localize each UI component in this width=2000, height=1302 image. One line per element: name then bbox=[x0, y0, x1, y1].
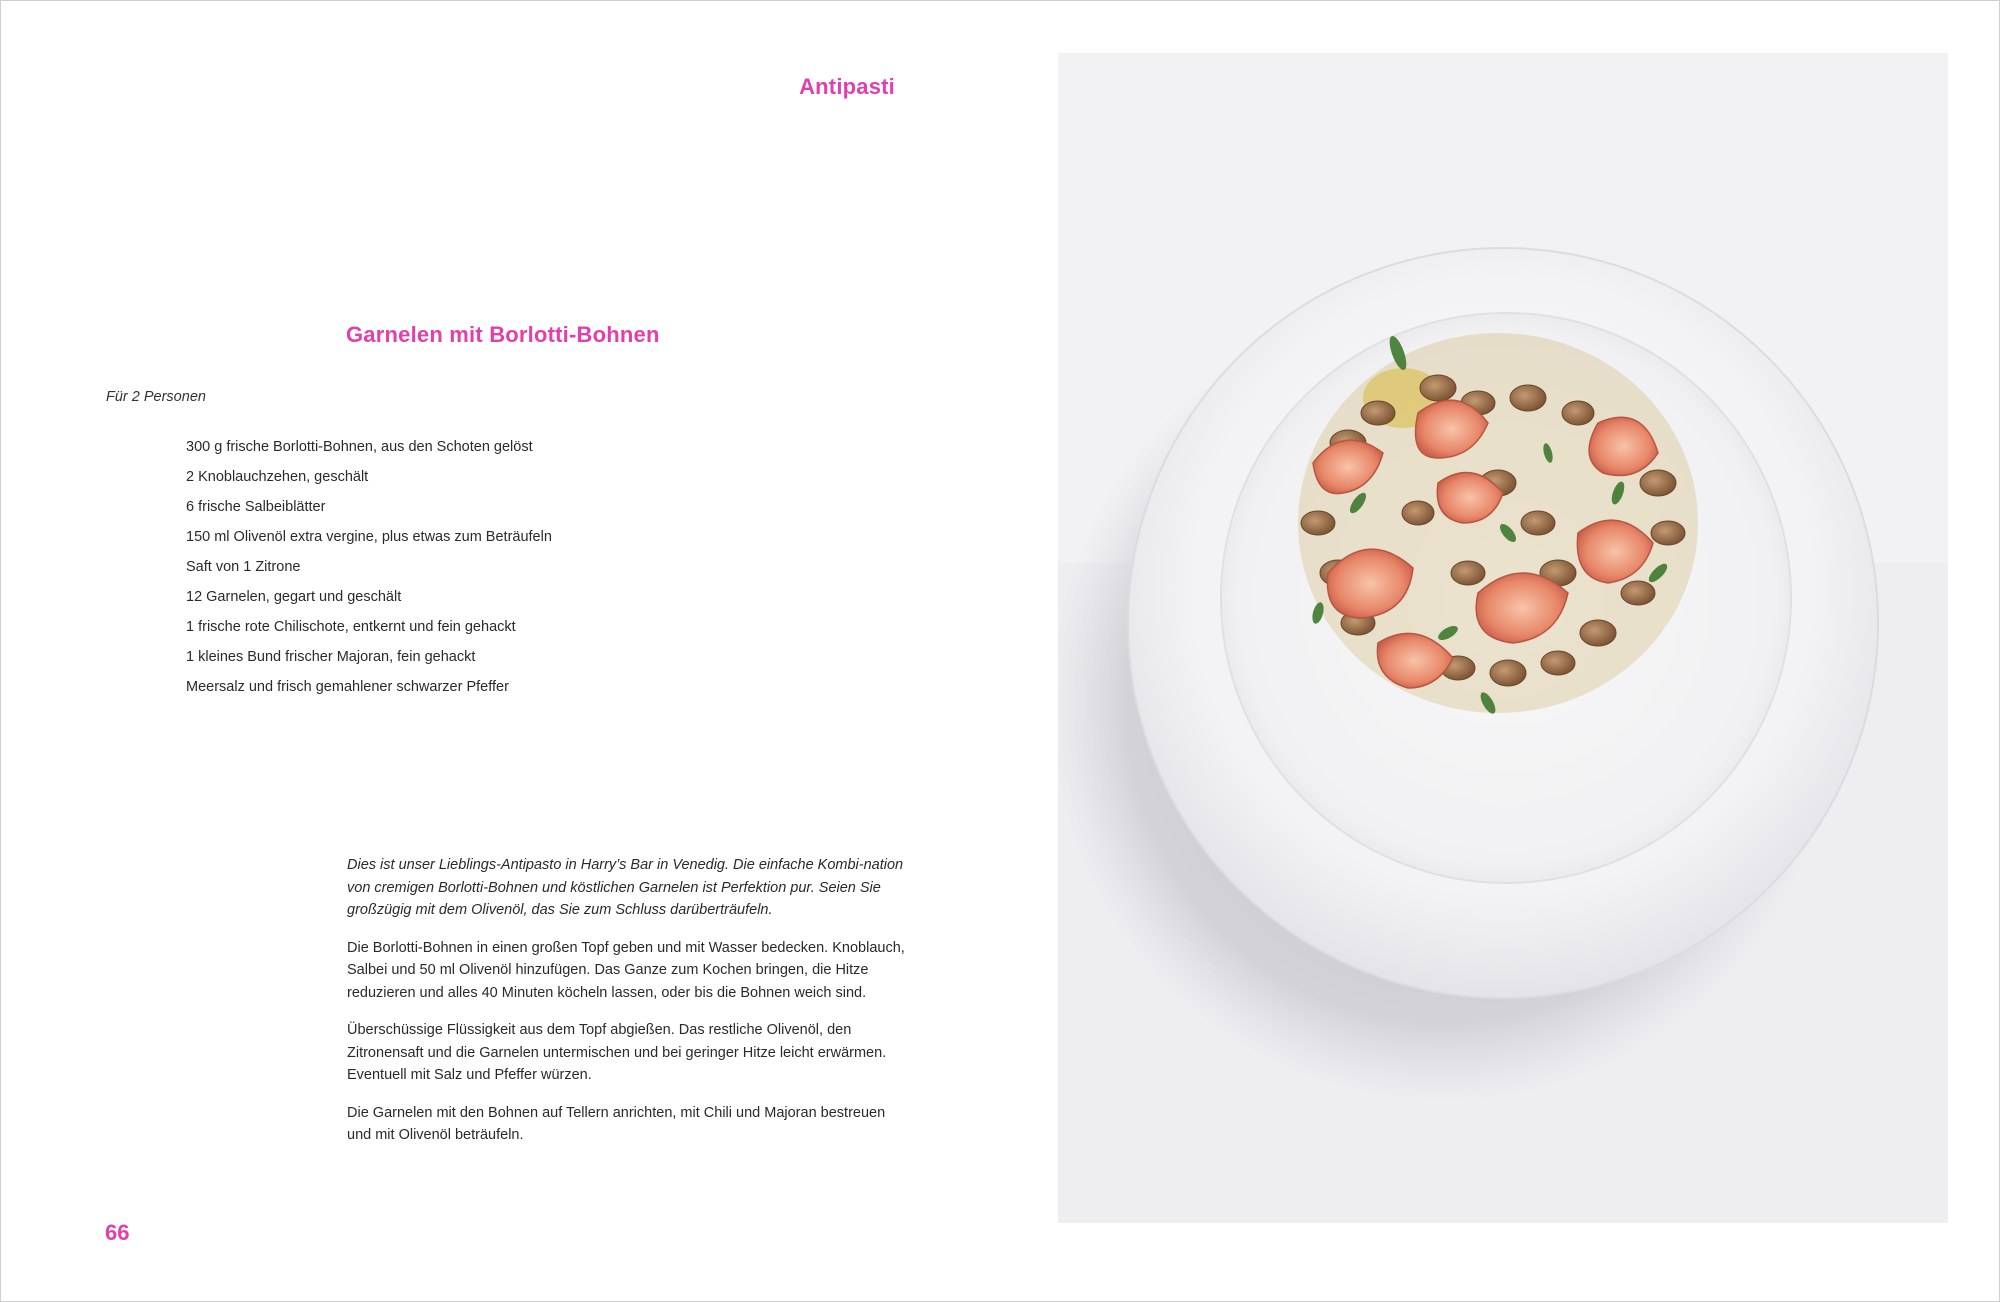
ingredient-item: 1 kleines Bund frischer Majoran, fein gehackt bbox=[186, 649, 476, 665]
ingredient-item: 1 frische rote Chilischote, entkernt und fein gehackt bbox=[186, 619, 516, 635]
section-title: Antipasti bbox=[799, 74, 895, 99]
plate-illustration bbox=[1058, 53, 1948, 1223]
method-text bbox=[347, 854, 907, 1162]
page-number: 66 bbox=[105, 1220, 130, 1245]
ingredient-item: 12 Garnelen, gegart und geschält bbox=[186, 589, 402, 605]
method-step: Die Borlotti-Bohnen in einen großen Topf geben und mit Wasser bedecken. Knoblauch, Salbei und 50 ml Olivenöl hinzufügen. Das Ganze zum Kochen bringen, die Hitze reduzieren und alles 40 Minuten köcheln lassen, oder bis die Bohnen weich sind. bbox=[347, 939, 905, 1001]
ingredient-item: 2 Knoblauchzehen, geschält bbox=[186, 469, 369, 485]
method-step: Die Garnelen mit den Bohnen auf Tellern anrichten, mit Chili und Majoran bestreuen und mit Olivenöl beträufeln. bbox=[347, 1104, 886, 1143]
ingredient-item: Saft von 1 Zitrone bbox=[186, 559, 301, 575]
ingredient-item: 6 frische Salbeiblätter bbox=[186, 499, 326, 515]
recipe-title: Garnelen mit Borlotti-Bohnen bbox=[346, 322, 660, 347]
ingredient-item: 300 g frische Borlotti-Bohnen, aus den Schoten gelöst bbox=[186, 439, 533, 455]
method-step: Überschüssige Flüssigkeit aus dem Topf abgießen. Das restliche Olivenöl, den Zitronensaft und die Garnelen untermischen und bei geringer Hitze leicht erwärmen. Eventuell mit Salz und Pfeffer würzen. bbox=[347, 1022, 887, 1083]
servings-note: Für 2 Personen bbox=[106, 389, 206, 405]
ingredient-item: 150 ml Olivenöl extra vergine, plus etwas zum Beträufeln bbox=[186, 529, 552, 545]
ingredient-item: Meersalz und frisch gemahlener schwarzer Pfeffer bbox=[186, 679, 509, 695]
intro-paragraph: Dies ist unser Lieblings-Antipasto in Harry’s Bar in Venedig. Die einfache Kombi-nation von cremigen Borlotti-Bohnen und köstlichen Garnelen ist Perfektion pur. Seien Sie großzügig mit dem Olivenöl, das Sie zum Schluss darüberträufeln. bbox=[347, 857, 904, 918]
ingredient-list bbox=[186, 432, 552, 702]
dish-photo bbox=[1058, 53, 1948, 1223]
